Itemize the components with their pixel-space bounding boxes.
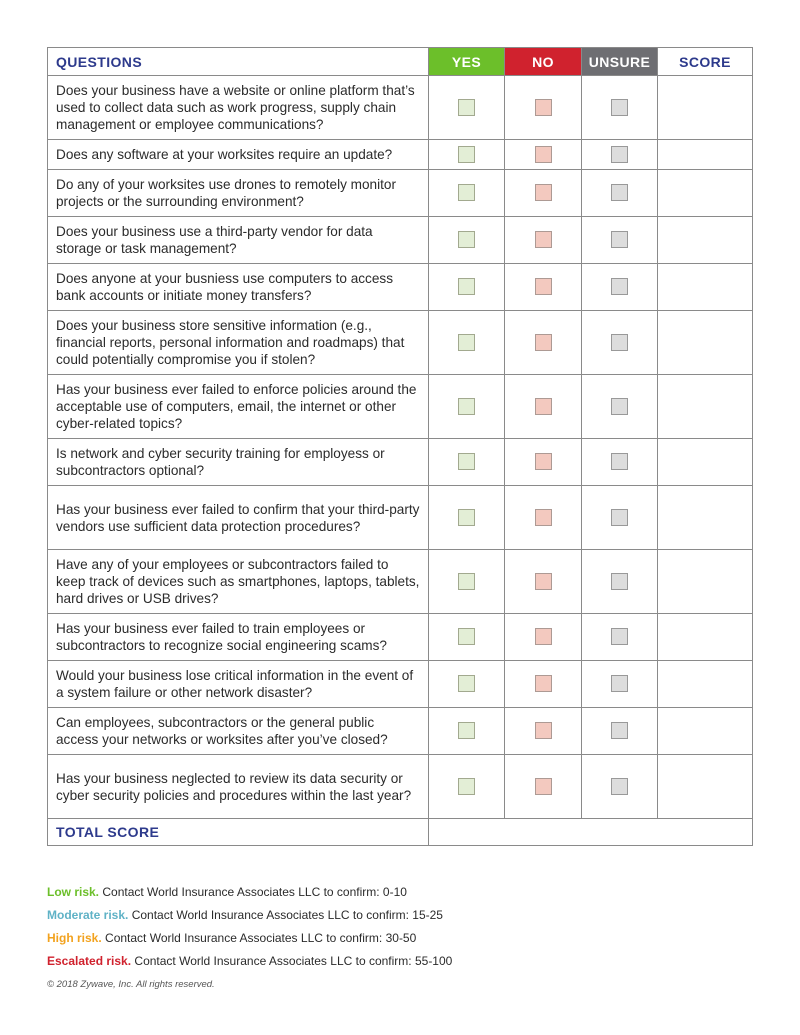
no-cell	[505, 439, 582, 486]
yes-checkbox[interactable]	[458, 675, 475, 692]
unsure-cell	[582, 375, 658, 439]
no-checkbox[interactable]	[535, 278, 552, 295]
unsure-cell	[582, 708, 658, 755]
unsure-cell	[582, 661, 658, 708]
question-text: Is network and cyber security training for employess or subcontractors optional?	[48, 439, 429, 486]
risk-legend	[47, 885, 452, 977]
unsure-cell	[582, 439, 658, 486]
unsure-cell	[582, 264, 658, 311]
total-score-row	[48, 819, 753, 846]
score-field[interactable]	[658, 264, 753, 311]
no-cell	[505, 755, 582, 819]
score-field[interactable]	[658, 661, 753, 708]
yes-cell	[429, 486, 505, 550]
yes-checkbox[interactable]	[458, 453, 475, 470]
no-checkbox[interactable]	[535, 573, 552, 590]
yes-checkbox[interactable]	[458, 334, 475, 351]
unsure-checkbox[interactable]	[611, 453, 628, 470]
yes-cell	[429, 311, 505, 375]
unsure-checkbox[interactable]	[611, 509, 628, 526]
header-questions: QUESTIONS	[48, 48, 429, 76]
no-checkbox[interactable]	[535, 722, 552, 739]
no-checkbox[interactable]	[535, 184, 552, 201]
unsure-checkbox[interactable]	[611, 675, 628, 692]
no-checkbox[interactable]	[535, 334, 552, 351]
legend-item	[47, 908, 452, 931]
question-row	[48, 170, 753, 217]
no-cell	[505, 486, 582, 550]
unsure-cell	[582, 311, 658, 375]
score-field[interactable]	[658, 614, 753, 661]
legend-description: Contact World Insurance Associates LLC to confirm: 55-100	[131, 954, 453, 968]
total-score-field[interactable]	[429, 819, 753, 846]
no-cell	[505, 311, 582, 375]
unsure-cell	[582, 486, 658, 550]
legend-risk-label: Moderate risk.	[47, 908, 129, 922]
no-cell	[505, 375, 582, 439]
no-checkbox[interactable]	[535, 99, 552, 116]
score-field[interactable]	[658, 311, 753, 375]
unsure-cell	[582, 76, 658, 140]
unsure-checkbox[interactable]	[611, 722, 628, 739]
question-text: Does anyone at your busniess use computers to access bank accounts or initiate money transfers?	[48, 264, 429, 311]
question-row	[48, 439, 753, 486]
legend-item	[47, 954, 452, 977]
unsure-checkbox[interactable]	[611, 334, 628, 351]
score-field[interactable]	[658, 708, 753, 755]
copyright-notice: © 2018 Zywave, Inc. All rights reserved.	[47, 979, 215, 990]
no-cell	[505, 550, 582, 614]
question-text: Has your business ever failed to train employees or subcontractors to recognize social engineering scams?	[48, 614, 429, 661]
no-checkbox[interactable]	[535, 628, 552, 645]
question-row	[48, 486, 753, 550]
question-text: Can employees, subcontractors or the general public access your networks or worksites after you’ve closed?	[48, 708, 429, 755]
yes-checkbox[interactable]	[458, 146, 475, 163]
header-score: SCORE	[658, 48, 753, 76]
unsure-cell	[582, 614, 658, 661]
legend-item	[47, 931, 452, 954]
yes-checkbox[interactable]	[458, 278, 475, 295]
unsure-checkbox[interactable]	[611, 573, 628, 590]
no-checkbox[interactable]	[535, 398, 552, 415]
question-text: Do any of your worksites use drones to remotely monitor projects or the surrounding environment?	[48, 170, 429, 217]
legend-description: Contact World Insurance Associates LLC to confirm: 0-10	[99, 885, 407, 899]
legend-description: Contact World Insurance Associates LLC to confirm: 30-50	[101, 931, 417, 945]
legend-risk-label: Low risk.	[47, 885, 100, 899]
header-no: NO	[505, 48, 582, 76]
yes-checkbox[interactable]	[458, 722, 475, 739]
no-cell	[505, 708, 582, 755]
score-field[interactable]	[658, 170, 753, 217]
yes-checkbox[interactable]	[458, 778, 475, 795]
risk-checklist-table	[47, 47, 753, 846]
unsure-checkbox[interactable]	[611, 278, 628, 295]
question-text: Does any software at your worksites require an update?	[48, 140, 429, 170]
yes-cell	[429, 170, 505, 217]
unsure-checkbox[interactable]	[611, 628, 628, 645]
header-row	[48, 48, 753, 76]
yes-checkbox[interactable]	[458, 398, 475, 415]
total-score-label: TOTAL SCORE	[48, 819, 429, 846]
question-row	[48, 755, 753, 819]
unsure-cell	[582, 140, 658, 170]
yes-cell	[429, 439, 505, 486]
score-field[interactable]	[658, 486, 753, 550]
score-field[interactable]	[658, 375, 753, 439]
question-text: Has your business ever failed to enforce policies around the acceptable use of computers, email, the internet or other cyber-related topics?	[48, 375, 429, 439]
no-cell	[505, 140, 582, 170]
header-yes: YES	[429, 48, 505, 76]
score-field[interactable]	[658, 217, 753, 264]
question-text: Does your business store sensitive information (e.g., financial reports, personal information and roadmaps) that could potentially compromise you if stolen?	[48, 311, 429, 375]
unsure-cell	[582, 755, 658, 819]
unsure-checkbox[interactable]	[611, 398, 628, 415]
legend-description: Contact World Insurance Associates LLC to confirm: 15-25	[128, 908, 443, 922]
yes-cell	[429, 76, 505, 140]
unsure-cell	[582, 217, 658, 264]
question-row	[48, 375, 753, 439]
unsure-checkbox[interactable]	[611, 184, 628, 201]
question-text: Does your business have a website or online platform that’s used to collect data such as work progress, supply chain management or employee communications?	[48, 76, 429, 140]
no-checkbox[interactable]	[535, 778, 552, 795]
unsure-cell	[582, 170, 658, 217]
no-cell	[505, 76, 582, 140]
question-text: Has your business ever failed to confirm that your third-party vendors use sufficient data protection procedures?	[48, 486, 429, 550]
unsure-checkbox[interactable]	[611, 99, 628, 116]
legend-risk-label: High risk.	[47, 931, 102, 945]
legend-item	[47, 885, 452, 908]
question-text: Have any of your employees or subcontractors failed to keep track of devices such as smartphones, laptops, tablets, hard drives or USB drives?	[48, 550, 429, 614]
no-checkbox[interactable]	[535, 453, 552, 470]
legend-risk-label: Escalated risk.	[47, 954, 132, 968]
yes-checkbox[interactable]	[458, 99, 475, 116]
no-checkbox[interactable]	[535, 509, 552, 526]
question-text: Has your business neglected to review its data security or cyber security policies and procedures within the last year?	[48, 755, 429, 819]
yes-cell	[429, 614, 505, 661]
question-row	[48, 76, 753, 140]
question-row	[48, 264, 753, 311]
yes-cell	[429, 661, 505, 708]
yes-cell	[429, 550, 505, 614]
question-row	[48, 708, 753, 755]
no-checkbox[interactable]	[535, 675, 552, 692]
yes-checkbox[interactable]	[458, 509, 475, 526]
yes-checkbox[interactable]	[458, 231, 475, 248]
no-cell	[505, 661, 582, 708]
question-text: Would your business lose critical information in the event of a system failure or other network disaster?	[48, 661, 429, 708]
score-field[interactable]	[658, 550, 753, 614]
question-text: Does your business use a third-party vendor for data storage or task management?	[48, 217, 429, 264]
unsure-checkbox[interactable]	[611, 146, 628, 163]
no-checkbox[interactable]	[535, 146, 552, 163]
question-row	[48, 311, 753, 375]
yes-cell	[429, 708, 505, 755]
yes-cell	[429, 755, 505, 819]
no-cell	[505, 264, 582, 311]
no-cell	[505, 614, 582, 661]
no-cell	[505, 217, 582, 264]
question-row	[48, 661, 753, 708]
unsure-checkbox[interactable]	[611, 231, 628, 248]
yes-cell	[429, 140, 505, 170]
question-row	[48, 550, 753, 614]
score-field[interactable]	[658, 439, 753, 486]
score-field[interactable]	[658, 76, 753, 140]
score-field[interactable]	[658, 755, 753, 819]
yes-cell	[429, 375, 505, 439]
yes-checkbox[interactable]	[458, 628, 475, 645]
header-unsure: UNSURE	[582, 48, 658, 76]
question-row	[48, 140, 753, 170]
score-field[interactable]	[658, 140, 753, 170]
yes-checkbox[interactable]	[458, 184, 475, 201]
unsure-cell	[582, 550, 658, 614]
no-cell	[505, 170, 582, 217]
unsure-checkbox[interactable]	[611, 778, 628, 795]
yes-cell	[429, 217, 505, 264]
question-row	[48, 614, 753, 661]
question-row	[48, 217, 753, 264]
no-checkbox[interactable]	[535, 231, 552, 248]
yes-checkbox[interactable]	[458, 573, 475, 590]
yes-cell	[429, 264, 505, 311]
